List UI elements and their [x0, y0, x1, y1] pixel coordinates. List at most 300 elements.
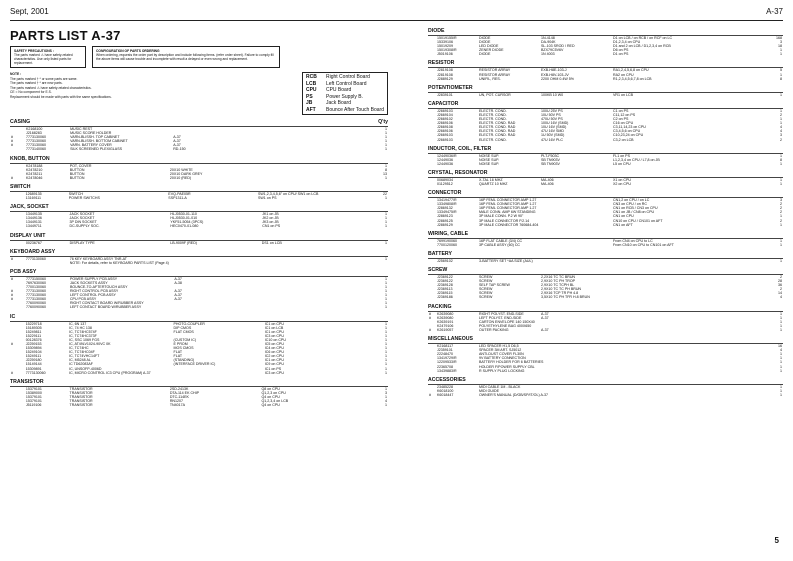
table-row — [10, 261, 388, 265]
qty-cell: 1 — [780, 368, 782, 373]
spec-cell: EXB-H8V-103-JV — [541, 72, 569, 77]
qty-cell: 1 — [385, 342, 387, 346]
reference-cell: C3,11,14,23 on CPU — [613, 125, 646, 130]
description-cell: UNIFIL, RES. — [479, 76, 501, 81]
description-cell: ELECTR. COND. RAD — [479, 129, 516, 134]
part-number-cell: 00689034 — [437, 177, 453, 182]
part-number-cell: 15379101 — [25, 399, 42, 404]
qty-cell: 1 — [385, 256, 387, 261]
spec-cell: 2,9X10 TC TC PH BRUN — [541, 287, 582, 292]
description-cell: 16P FEML CONNECTOR AMP 1.27 — [479, 202, 537, 207]
qty-cell: 4 — [780, 295, 782, 300]
qty-cell: 1 — [385, 394, 387, 399]
table-row — [428, 77, 783, 81]
qty-cell: 1 — [780, 161, 782, 166]
part-number-cell: 12449036 — [437, 157, 453, 162]
part-number-cell: 13349808/R — [437, 202, 457, 207]
reference-cell — [612, 259, 764, 263]
description-cell: IC, M5248 AL — [69, 358, 91, 363]
section-name: SCREW — [428, 267, 448, 273]
part-number-cell: J2259153 — [25, 342, 42, 346]
qty-cell: 1 — [385, 350, 387, 355]
mark-cell — [10, 147, 25, 151]
page-title: PARTS LIST A-37 — [10, 28, 121, 43]
spec-cell: RN1207 — [169, 399, 184, 404]
config-text: When ordering, requests the order part by description and include following items. (refer order sheet). Failure to comply fill the above items will cause trouble and incomplete with result a delayed or even wrong and replacement. — [96, 53, 274, 61]
spec-cell: LB-9009F (RED) — [170, 240, 197, 245]
table-row — [10, 241, 388, 245]
qty-cell: 1 — [385, 127, 387, 131]
part-number-cell: 13439883/R — [437, 368, 457, 373]
parts-table — [428, 275, 783, 300]
qty-cell: 1 — [780, 360, 782, 365]
description-cell: UN, POT. CURSOR — [479, 92, 511, 97]
part-number-cell: 13449135 — [25, 212, 42, 217]
safety-box — [10, 46, 86, 68]
part-number-cell: K2478188 — [26, 163, 43, 168]
spec-cell: 2200 OHM 0.4W 5% — [541, 76, 574, 81]
table-row — [10, 305, 388, 309]
part-number-cell: J2259180 — [25, 358, 42, 363]
reference-cell: C16 on CPU — [613, 121, 634, 126]
info-boxes — [10, 46, 388, 68]
qty-cell: 1 — [385, 163, 387, 168]
parts-table — [10, 387, 388, 407]
spec-cell: YKF51-5054 (3PCS) — [170, 220, 204, 225]
reference-cell: Q1,2,3,4 on LCB — [261, 399, 289, 404]
spec-cell — [540, 243, 612, 247]
mark-cell: # — [429, 327, 431, 332]
qty-cell: 13 — [383, 171, 387, 176]
header-model: A-37 — [766, 7, 783, 16]
spec-cell: FLAT — [173, 350, 183, 355]
qty-cell: 1 — [385, 143, 387, 148]
spec-cell: 1U 50V (SMD) — [541, 133, 565, 138]
part-number-cell: 15019308/R — [437, 48, 457, 53]
qty-cell: 1 — [385, 280, 387, 285]
spec-cell: FLAT CMOS — [173, 329, 194, 334]
spec-cell: MOS CMOS — [173, 346, 194, 351]
section-heading — [428, 85, 783, 93]
section-name: POTENTIOMETER — [428, 84, 473, 91]
mark-cell — [428, 93, 436, 97]
part-number-cell: 00128376 — [25, 337, 42, 342]
part-number-cell: K2619057 — [437, 327, 454, 332]
description-cell: POWER SWITCHS — [68, 196, 100, 201]
reference-cell — [263, 305, 384, 309]
spec-cell: A-37 — [541, 311, 549, 316]
reference-cell: C3,4,5,6 on CPU — [613, 129, 641, 134]
part-number-cell: J2369186 — [437, 295, 453, 300]
qty-cell: 2 — [780, 210, 782, 215]
reference-cell: D1 and 2 on LCB / D1,2,3,4 on RCB — [613, 44, 671, 49]
table-row — [10, 176, 388, 180]
description-cell: JACK SOCKETS ASSY — [69, 280, 108, 285]
reference-cell — [621, 393, 773, 397]
description-cell: ELECTR. COND. RAD — [479, 133, 516, 138]
spec-cell — [544, 369, 616, 373]
spec-cell: 470U 50V PS — [541, 117, 563, 122]
spec-cell: 2SD-2413K — [169, 386, 189, 391]
section-name: DISPLAY UNIT — [10, 232, 46, 239]
legend-desc: Right Control Board — [325, 74, 370, 80]
description-cell: IC, TC74HC373F — [69, 333, 97, 338]
mark-cell — [10, 305, 25, 309]
legend-desc: Jack Board — [325, 100, 351, 106]
mark-cell: # — [429, 392, 431, 397]
reference-cell: CN3 on CPU / on RC — [613, 202, 647, 207]
part-number-cell: K2478046 — [26, 175, 43, 180]
spec-cell: 1N-4148 — [541, 36, 555, 40]
description-cell: RESISTOR ARRAY — [479, 72, 511, 77]
mark-cell — [10, 196, 25, 200]
parts-table — [428, 154, 783, 166]
qty-cell: 1 — [780, 319, 782, 324]
parts-table — [428, 385, 783, 397]
description-cell: RIGHT CONTROL PCB ASSY — [69, 289, 119, 294]
part-number-cell: 7773150060 — [25, 276, 46, 281]
reference-cell — [612, 295, 764, 299]
qty-cell: 1 — [780, 327, 782, 332]
spec-cell: PHOTO-COUPLER — [173, 321, 205, 326]
mark-cell — [10, 403, 25, 407]
reference-cell: IC2 on CPU — [264, 354, 284, 359]
part-number-cell: J2869123 — [437, 214, 453, 219]
qty-cell: 1 — [780, 181, 782, 186]
spec-cell: (CUSTOM IC) — [173, 337, 197, 342]
header-date: Sept, 2001 — [10, 7, 49, 16]
description-cell: VARN. BATTERY COVER — [70, 143, 112, 148]
part-number-cell: J2669106 — [437, 129, 453, 134]
reference-cell: IC9 on CPU — [264, 362, 284, 367]
mark-cell — [428, 223, 436, 227]
reference-cell — [264, 261, 384, 265]
section-name: KNOB, BUTTON — [10, 155, 50, 162]
qty-cell: 2 — [780, 275, 782, 279]
part-number-cell — [25, 261, 69, 265]
qty-cell: 1 — [385, 366, 387, 371]
spec-cell: 2,2X16 TC TC BRUN — [541, 275, 576, 279]
note-2: The parts marked † * are new parts. — [10, 81, 63, 86]
description-cell: BUTTON — [69, 175, 85, 180]
mark-cell — [428, 77, 436, 81]
spec-cell: DA-904K — [541, 40, 556, 45]
spec-cell — [549, 393, 621, 397]
description-cell: 16P FLAT CABLE (3/4) CC — [479, 238, 523, 243]
reference-cell: From CN4 on CPU to LC — [613, 238, 653, 243]
reference-cell: Q8 on CPU — [261, 386, 280, 391]
legend-code: RCB — [305, 74, 317, 80]
spec-cell: 100U 16V (SMD) — [541, 121, 569, 126]
spec-cell: MA-406 — [541, 181, 554, 186]
section-heading — [428, 101, 783, 109]
part-number-cell: 15249104 — [25, 350, 42, 355]
qty-cell: 1 — [385, 329, 387, 334]
qty-cell: 1 — [780, 392, 782, 397]
spec-cell: HLJ0530-01-110 — [170, 212, 197, 217]
qty-cell: 1 — [385, 135, 387, 140]
description-cell: HOLDER F/POWER SUPPLY CBL — [479, 364, 535, 369]
description-cell: 76 KEY KEYBOARD ASSY TNR-AT — [69, 256, 127, 261]
part-number-cell: J2669106 — [437, 121, 453, 126]
part-number-cell: 15019155/R — [437, 36, 457, 40]
spec-cell: 10U 50V PS — [541, 112, 561, 117]
reference-cell: D1,2,3,4 on CPU — [613, 40, 641, 45]
section-heading — [428, 60, 783, 68]
table-row — [428, 295, 783, 299]
qty-cell: 1 — [385, 297, 387, 302]
qty-cell: 1 — [780, 72, 782, 77]
part-number-cell: 12449036/R — [437, 153, 457, 158]
description-cell: RESISTOR ARRAY — [479, 68, 511, 73]
description-cell: VARN-BLISSH. BOTTOM CABINET — [70, 139, 128, 144]
spec-cell: SB TN903V — [541, 161, 560, 166]
legend-desc: Bounce After Touch Board — [325, 106, 384, 113]
description-cell: POWER SUPPLY PCB ASSY — [69, 276, 118, 281]
spec-cell — [173, 305, 263, 309]
part-number-cell: 01129512 — [437, 181, 453, 186]
mark-cell: # — [11, 175, 13, 180]
reference-cell: L5 on CPU — [613, 161, 631, 166]
description-cell: IC, MICRO CONTROL IC3 CPU (PROGRAM) A-37 — [69, 370, 151, 375]
reference-cell: D1 on LCB / on RCB / on RCF on LC — [613, 36, 673, 40]
table-row — [428, 138, 783, 142]
qty-cell: 1 — [385, 321, 387, 326]
part-number-cell: 15249111 — [25, 354, 42, 359]
section-name: CAPACITOR — [428, 100, 459, 107]
section-name: MISCELLANEOUS — [428, 336, 473, 343]
part-number-cell: K2168100 — [26, 127, 43, 131]
description-cell: CPU PCB ASSY — [69, 297, 97, 302]
part-number-cell: 7760090060 — [25, 301, 46, 306]
description-cell: POT, COVER — [69, 163, 92, 168]
description-cell: 3-BATTERY SET *AA SIZE (AUL) — [479, 258, 533, 263]
reference-cell: VR1 on LCB — [613, 92, 633, 97]
part-number-cell: 15149144 — [25, 362, 42, 367]
description-cell: IC, 6N 137 — [69, 321, 87, 326]
qty-cell: 1 — [385, 293, 387, 298]
parts-table — [428, 68, 783, 80]
description-cell: BATTERY HOLDER FOR 6 BATTERIES — [479, 360, 544, 365]
section-name: PACKING — [428, 303, 452, 310]
spec-cell: A-37 — [174, 293, 182, 298]
part-number-cell: 7773130060 — [26, 139, 47, 144]
description-cell: LEFT CONTROL PCB ASSY — [69, 293, 116, 298]
reference-cell: JK3 on JB — [262, 220, 279, 225]
safety-text: The parts marked ⚠ have safety-related characteristics. Use only listed parts for replacement. — [14, 53, 73, 65]
part-number-cell: 7700130060 — [25, 284, 46, 289]
legend-code: CPU — [305, 87, 317, 93]
part-number-cell: K2639191 — [437, 319, 454, 324]
spec-cell: 47U 16V PLC — [541, 137, 563, 142]
description-cell: NOISE SUP. — [479, 157, 500, 162]
qty-cell: 1 — [385, 224, 387, 229]
section-heading — [10, 204, 388, 212]
right-parts-sections — [428, 28, 783, 397]
qty-cell: 1 — [385, 301, 387, 306]
spec-cell — [175, 261, 263, 265]
qty-cell: 5 — [780, 68, 782, 73]
spec-cell: E PROM — [173, 342, 188, 346]
description-cell: R SUPPLY PLUG LOCKING — [479, 368, 525, 373]
part-number-cell: 15379101 — [25, 386, 42, 391]
reference-cell: C11,12 on PS — [613, 112, 636, 117]
description-cell: 3P CABLE ASSY (60) CC — [479, 242, 521, 247]
mark-cell — [428, 243, 436, 247]
description-cell: SWITCH — [68, 191, 83, 196]
note-1: The parts marked † * or some parts are same. — [10, 76, 78, 81]
reference-cell: Q4 on CPU — [261, 394, 280, 399]
part-number-cell: 13349475/R — [437, 210, 457, 215]
section-name: CRYSTAL, RESONATOR — [428, 169, 488, 176]
part-number-cell: K2478210 — [26, 167, 43, 172]
part-number-cell: 15379101 — [25, 394, 42, 399]
legend-code: PS — [305, 93, 313, 100]
mark-cell: # — [11, 342, 13, 346]
spec-cell: A-37 — [541, 315, 549, 320]
section-name: BATTERY — [428, 250, 452, 257]
qty-cell: 1 — [780, 238, 782, 243]
spec-cell: PLT-F503C — [541, 153, 560, 158]
description-cell: ELECTR. COND. — [479, 117, 507, 122]
spec-cell: HLJ0530-01-010 — [170, 216, 198, 221]
description-cell: 16P FEML CONNECTOR AMP 1.27 — [479, 198, 537, 203]
section-name: WIRING, CABLE — [428, 230, 469, 237]
qty-cell: 1 — [385, 284, 387, 289]
description-cell: 3P MALE CONNECTOR P.2.14 — [479, 218, 530, 223]
part-number-cell: 12209533/R — [437, 360, 457, 365]
part-number-cell: J2669103 — [437, 137, 453, 142]
reference-cell: IC1 on CPU — [264, 358, 284, 363]
table-row — [428, 52, 783, 56]
parts-table — [428, 198, 783, 227]
spec-cell: A-37 — [174, 297, 182, 302]
part-number-cell: 23485228 — [437, 384, 453, 389]
note-5: Replacement should be made with parts with the same specifications. — [10, 94, 112, 99]
mark-cell: # — [429, 315, 431, 320]
mark-cell: # — [11, 256, 13, 261]
spec-cell: DIP CMOS — [173, 325, 192, 330]
description-cell: OUTER PACKING — [479, 327, 509, 332]
spec-cell: A-37 — [541, 327, 549, 332]
parts-table — [428, 109, 783, 142]
section-heading — [428, 377, 783, 385]
spec-cell: A-37 — [173, 139, 181, 144]
left-parts-sections — [10, 119, 388, 407]
part-number-cell: J2369122 — [437, 275, 453, 279]
section-heading — [428, 190, 783, 198]
table-row — [10, 371, 388, 375]
legend-desc: Power Supply B. — [325, 93, 363, 100]
reference-cell — [616, 369, 768, 373]
qty-cell: 2 — [780, 218, 782, 223]
qty-cell: 1 — [780, 364, 782, 369]
description-cell: IC, TC74HC — [69, 346, 89, 351]
part-number-cell: 7773130060 — [26, 135, 47, 140]
table-row — [428, 182, 783, 186]
part-number-cell: 13449711 — [25, 224, 42, 229]
part-number-cell: K2479106 — [437, 323, 454, 328]
parts-table — [428, 93, 783, 97]
qty-cell: 168 — [776, 36, 782, 40]
spec-cell: 10U 16V (SMD) — [541, 125, 567, 130]
qty-cell: 1 — [385, 358, 387, 363]
part-number-cell: J2369128 — [437, 283, 453, 288]
qty-cell: 1 — [385, 346, 387, 351]
reference-cell: X2 on CPU — [613, 181, 631, 186]
qty-header: Q'ty — [378, 119, 388, 125]
part-number-cell: 13419477/R — [437, 198, 457, 203]
part-number-cell: 7773140060 — [26, 147, 47, 152]
legend-desc: Left Control Board — [325, 80, 367, 87]
reference-cell: X1 on CPU — [613, 177, 631, 182]
parts-table — [10, 241, 388, 245]
qty-cell: 3 — [385, 390, 387, 395]
part-number-cell: 15189305 — [25, 325, 42, 330]
mark-cell: # — [11, 293, 13, 298]
description-cell: NOISE SUP. — [479, 161, 500, 166]
part-number-cell: 7760090060 — [25, 305, 46, 310]
note-4: CE = No component for E.S. — [10, 90, 52, 95]
qty-cell: 4 — [385, 399, 387, 404]
mark-cell — [428, 369, 436, 373]
description-cell: BUTTON — [69, 167, 85, 172]
qty-cell: 1 — [385, 216, 387, 221]
description-cell: ELECTR. COND. — [479, 137, 507, 142]
description-cell: IC TD62083AF — [69, 362, 93, 367]
table-row — [428, 259, 783, 263]
board-legend — [302, 72, 388, 115]
description-cell: TRANSISTOR — [69, 394, 93, 399]
description-cell: SCREW — [479, 279, 493, 284]
description-cell: MALE CONN. AMP 6W STANDING — [479, 210, 536, 215]
part-number-cell: J2669102 — [437, 117, 453, 122]
qty-cell: 8 — [385, 167, 387, 172]
description-cell: TRANSISTOR — [69, 399, 93, 404]
part-number-cell: J2369115 — [437, 291, 453, 296]
part-number-cell: 15229718 — [25, 321, 42, 326]
spec-cell: 20X10 DARK GREY — [169, 171, 203, 176]
description-cell: DIODE — [479, 36, 491, 40]
table-row — [10, 196, 388, 200]
description-cell: TRANSISTOR — [69, 390, 93, 395]
section-heading — [428, 336, 783, 344]
reference-cell: CN1 on RCB / CN3 on CPU — [613, 206, 658, 211]
section-name: KEYBOARD ASSY — [10, 248, 56, 255]
reference-cell: IC1 on CPU — [264, 321, 284, 326]
part-number-cell: 7773130060 — [26, 143, 47, 148]
section-heading — [10, 156, 388, 164]
config-box — [92, 46, 280, 68]
spec-cell: EVQ-PAE05R — [168, 191, 191, 196]
parts-table — [10, 212, 388, 228]
qty-cell: 1 — [780, 222, 782, 227]
qty-cell: 3 — [780, 133, 782, 138]
description-cell: LEFT POLYST. END-SIDE — [479, 315, 522, 320]
description-cell: LED SPACER H1,5 D6,5 — [479, 344, 519, 349]
description-cell: DIODE — [479, 40, 491, 45]
description-cell: 16P FEML CONNECTOR AMP 1.27 — [479, 206, 537, 211]
description-cell: CARTON ENVELOPE 140 150X40 — [479, 319, 535, 324]
parts-table — [10, 127, 388, 152]
section-name: CONNECTOR — [428, 190, 462, 197]
parts-table — [10, 257, 388, 265]
spec-cell: DTA-114 EK CHIP — [169, 390, 200, 395]
parts-table — [10, 322, 388, 375]
spec-cell: HEC0470-01-080 — [170, 224, 199, 229]
spec-cell: 20X10 (RED) — [169, 175, 192, 180]
table-row — [428, 223, 783, 227]
